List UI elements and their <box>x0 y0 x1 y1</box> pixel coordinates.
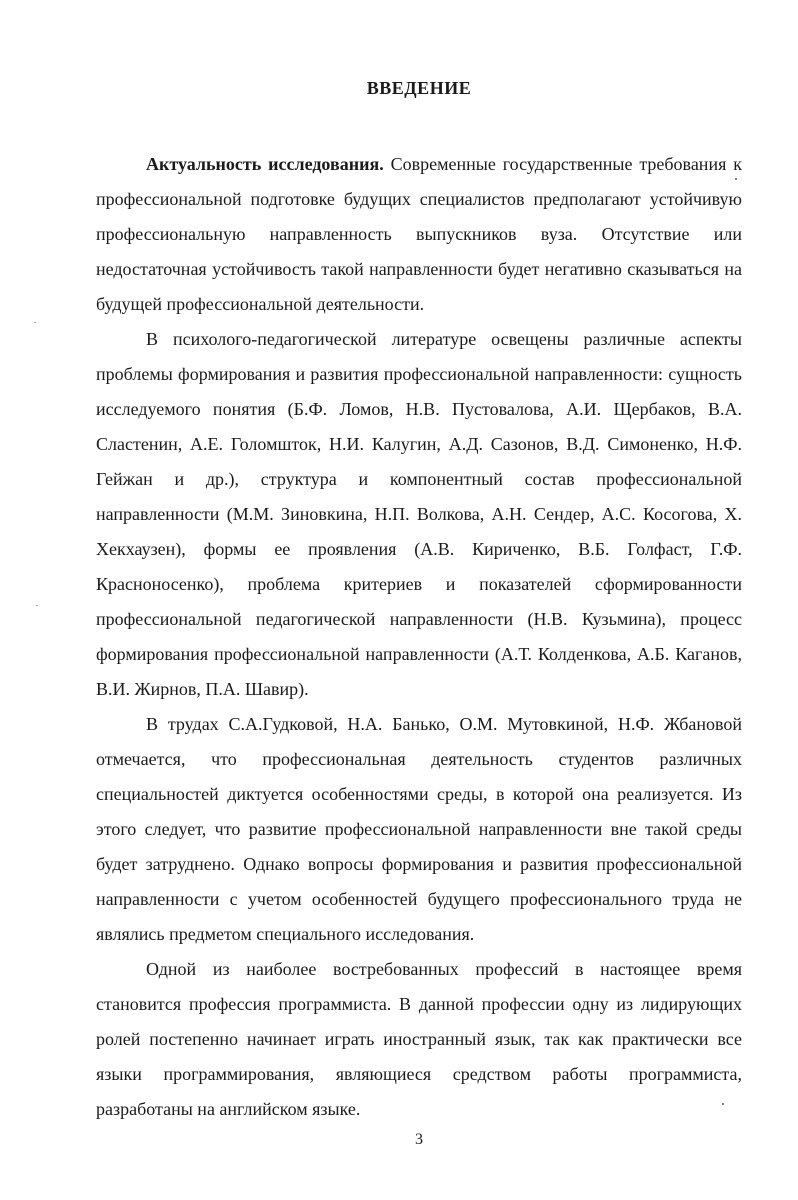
page-title: ВВЕДЕНИЕ <box>366 78 472 98</box>
scan-speck <box>735 178 737 180</box>
scan-speck <box>722 1103 724 1105</box>
relevance-label-dot: . <box>379 154 384 174</box>
body-text <box>96 147 742 1127</box>
paragraph-literature: В психолого-педагогической литературе освещены различные аспекты проблемы формирования и развития профессиональной направленности: сущность исследуемого понятия (Б.Ф. Ломов, Н.В. Пустовалова, А.И. Щербаков, В.А. Сластенин, А.Е. Голомшток, Н.И. Калугин, А.Д. Сазонов, В.Д. Симоненко, Н.Ф. Гейжан и др.), структура и компонентный состав профессиональной направленности (М.М. Зиновкина, Н.П. Волкова, А.Н. Сендер, А.С. Косогова, Х. Хекхаузен), формы ее проявления (А.В. Кириченко, В.Б. Голфаст, Г.Ф. Красноносенко), проблема критериев и показателей сформированности профессиональной педагогической направленности (Н.В. Кузьмина), процесс формирования профессиональной направленности (А.Т. Колденкова, А.Б. Каганов, В.И. Жирнов, П.А. Шавир). <box>96 329 742 699</box>
relevance-label: Актуальность исследования <box>146 154 380 174</box>
paragraph-programmer: Одной из наиболее востребованных профессий в настоящее время становится профессия программиста. В данной профессии одну из лидирующих ролей постепенно начинает играть иностранный язык, так как практически все языки программирования, являющиеся средством работы программиста, разработаны на английском языке. <box>96 959 742 1119</box>
scan-speck <box>36 605 38 606</box>
paragraph-relevance <box>96 147 742 322</box>
scan-speck <box>34 322 36 323</box>
page-number: 3 <box>415 1131 423 1148</box>
paragraph-1-text: Современные государственные требования к профессиональной подготовке будущих специалистов предполагают устойчивую профессиональную направленность выпускников вуза. Отсутствие или недостаточная устойчивость такой направленности будет негативно сказываться на будущей профессиональной деятельности. <box>96 154 742 314</box>
paragraph-studies: В трудах С.А.Гудковой, Н.А. Банько, О.М. Мутовкиной, Н.Ф. Жбановой отмечается, что профессиональная деятельность студентов различных специальностей диктуется особенностями среды, в которой она реализуется. Из этого следует, что развитие профессиональной направленности вне такой среды будет затруднено. Однако вопросы формирования и развития профессиональной направленности с учетом особенностей будущего профессионального труда не являлись предметом специального исследования. <box>96 714 742 944</box>
